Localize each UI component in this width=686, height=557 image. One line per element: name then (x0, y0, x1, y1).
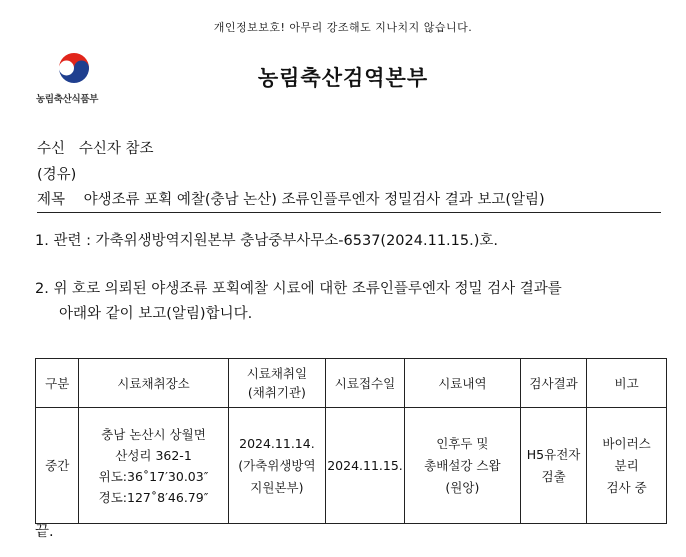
receive-date-cell: 2024.11.15. (326, 408, 405, 524)
table-header: 시료채취장소 (79, 359, 228, 408)
privacy-slogan: 개인정보보호! 아무리 강조해도 지나치지 않습니다. (213, 21, 473, 34)
collect-org-line: (가축위생방역 (238, 457, 316, 473)
location-line: 위도:36˚17′30.03″ (98, 468, 209, 484)
table-row (36, 408, 667, 524)
subject-value: 야생조류 포획 예찰(충남 논산) 조류인플루엔자 정밀검사 결과 보고(알림) (83, 192, 545, 208)
table-header-line: (채취기관) (247, 385, 306, 400)
sample-line: (원앙) (445, 479, 480, 495)
table-header: 시료접수일 (326, 359, 405, 408)
report-item (35, 277, 665, 327)
report-item-line1: 2. 위 호로 의뢰된 야생조류 포획예찰 시료에 대한 조류인플루엔자 정밀 검사 결과를 (35, 281, 562, 297)
report-item-line2: 아래와 같이 보고(알림)합니다. (59, 306, 253, 322)
sample-line: 총배설강 스왑 (424, 457, 501, 473)
category-cell: 중간 (36, 408, 79, 524)
table-header: 구분 (36, 359, 79, 408)
note-cell (587, 408, 667, 524)
collect-date: 2024.11.14. (239, 435, 315, 451)
location-line: 경도:127˚8′46.79″ (98, 489, 209, 505)
result-table (35, 358, 667, 524)
ministry-logo-text: 농림축산식품부 (36, 94, 99, 105)
subject-label: 제목 (37, 192, 66, 208)
table-header-row (36, 359, 667, 408)
collect-org-line: 지원본부) (250, 479, 304, 495)
recipient-line (37, 137, 154, 158)
recipient-label: 수신 (37, 141, 66, 157)
sample-cell (404, 408, 520, 524)
table-header-line: 시료채취일 (246, 366, 308, 381)
note-line: 검사 중 (606, 479, 647, 495)
collect-date-cell (228, 408, 326, 524)
result-line: 검출 (541, 468, 566, 484)
table-header: 검사결과 (521, 359, 587, 408)
location-line: 산성리 362-1 (115, 447, 192, 463)
sample-line: 인후두 및 (436, 435, 489, 451)
table-header: 시료내역 (404, 359, 520, 408)
via-line: (경유) (37, 167, 77, 183)
location-cell (79, 408, 228, 524)
reference-item: 1. 관련 : 가축위생방역지원본부 충남중부사무소-6537(2024.11.15.)호. (35, 233, 498, 249)
subject-line (37, 188, 661, 213)
end-mark: 끝. (35, 524, 54, 540)
table-header: 비고 (587, 359, 667, 408)
note-line: 바이러스 (602, 435, 651, 451)
result-line: H5유전자 (526, 446, 581, 462)
recipient-value: 수신자 참조 (78, 141, 154, 157)
table-header (228, 359, 326, 408)
note-line: 분리 (614, 457, 639, 473)
result-cell (521, 408, 587, 524)
location-line: 충남 논산시 상월면 (101, 426, 206, 442)
organization-name: 농림축산검역본부 (257, 66, 429, 90)
